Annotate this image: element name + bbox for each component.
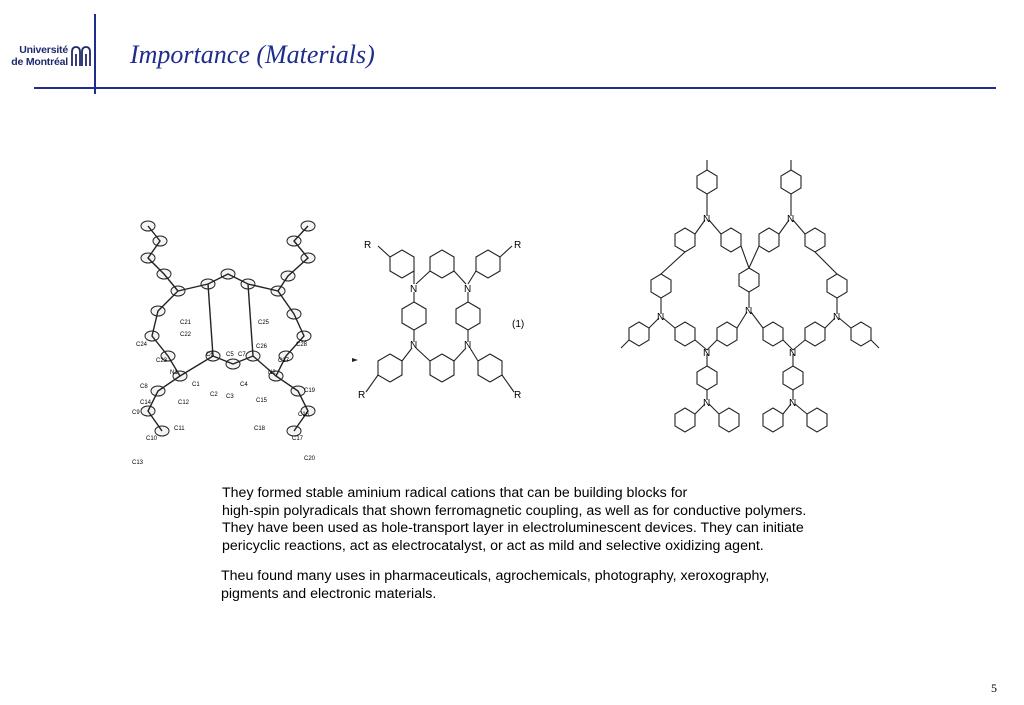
benzene-ring bbox=[783, 366, 803, 390]
text-line: Theu found many uses in pharmaceuticals, agrochemicals, photography, xeroxography, bbox=[221, 568, 770, 584]
bond bbox=[468, 271, 476, 284]
atom-label: C23 bbox=[156, 358, 168, 364]
atom-label: C18 bbox=[254, 426, 266, 432]
bond bbox=[663, 318, 675, 328]
benzene-ring bbox=[759, 228, 779, 252]
atom-label: N2 bbox=[268, 370, 276, 376]
atom-label: C3 bbox=[226, 394, 234, 400]
benzene-ring bbox=[675, 228, 695, 252]
bond bbox=[749, 246, 759, 268]
benzene-ring bbox=[763, 322, 783, 346]
benzene-ring bbox=[651, 274, 671, 298]
atom-label: C2 bbox=[210, 392, 218, 398]
nitrogen-label: N bbox=[703, 214, 711, 225]
benzene-ring bbox=[675, 322, 695, 346]
nitrogen-label: N bbox=[789, 348, 797, 359]
bond bbox=[795, 404, 807, 414]
text-line: pigments and electronic materials. bbox=[221, 585, 437, 602]
benzene-ring bbox=[697, 170, 717, 194]
text-line: high-spin polyradicals that shown ferromagnetic coupling, as well as for conductive polymers. bbox=[222, 502, 807, 519]
atom-label: C8 bbox=[140, 384, 148, 390]
arrow-marker bbox=[352, 358, 358, 362]
atom-label: C4 bbox=[240, 382, 248, 388]
benzene-ring bbox=[739, 268, 759, 292]
university-logo bbox=[8, 44, 92, 74]
atom-label: C28 bbox=[296, 342, 308, 348]
atom-label: C26 bbox=[256, 344, 268, 350]
text-line: They formed stable aminium radical cations that can be building blocks for bbox=[222, 485, 688, 501]
bond bbox=[709, 404, 719, 414]
bond bbox=[366, 375, 378, 392]
macrocycle-scheme-figure bbox=[350, 232, 540, 407]
atom-label: C14 bbox=[140, 400, 152, 406]
crystal-structure-figure bbox=[118, 196, 343, 471]
benzene-ring bbox=[675, 408, 695, 432]
text-line: pericyclic reactions, act as electrocatalyst, or act as mild and selective oxidizing agent. bbox=[222, 537, 764, 554]
atom-label: C13 bbox=[132, 460, 144, 466]
bond bbox=[621, 340, 629, 348]
atom-label: C7 bbox=[238, 352, 246, 358]
benzene-ring bbox=[629, 322, 649, 346]
atom-label: N1 bbox=[170, 370, 178, 376]
benzene-ring bbox=[430, 354, 454, 382]
atom-label: C19 bbox=[304, 388, 316, 394]
atom-label: C17 bbox=[292, 436, 304, 442]
atom-label: C22 bbox=[180, 332, 192, 338]
nitrogen-label: N bbox=[703, 348, 711, 359]
dendrimer-structure-figure bbox=[615, 158, 890, 433]
bond bbox=[741, 246, 749, 268]
atom-label: C25 bbox=[258, 320, 270, 326]
atom-label: C12 bbox=[178, 400, 190, 406]
nitrogen-label: N bbox=[833, 312, 841, 323]
text-line: They have been used as hole-transport layer in electroluminescent devices. They can initiate bbox=[222, 520, 804, 536]
atom-label: C15 bbox=[256, 398, 268, 404]
bond bbox=[709, 220, 721, 234]
nitrogen-label: N bbox=[657, 312, 665, 323]
bond bbox=[815, 252, 837, 274]
logo-text bbox=[8, 44, 68, 68]
bond bbox=[793, 220, 805, 234]
nitrogen-label: N bbox=[787, 214, 795, 225]
scheme-number: (1) bbox=[512, 319, 525, 330]
benzene-ring bbox=[805, 228, 825, 252]
benzene-ring bbox=[807, 408, 827, 432]
atom-label: C5 bbox=[226, 352, 234, 358]
bond bbox=[208, 284, 213, 356]
atom-label: C1 bbox=[192, 382, 200, 388]
bond bbox=[871, 340, 879, 348]
atom-label: C21 bbox=[180, 320, 192, 326]
atom-label: C11 bbox=[174, 426, 185, 432]
bond bbox=[416, 348, 430, 361]
nitrogen-label: N bbox=[789, 398, 797, 409]
atom-label: C10 bbox=[146, 436, 158, 442]
bond bbox=[378, 246, 390, 257]
bond bbox=[502, 375, 514, 392]
atom-label: C24 bbox=[136, 342, 148, 348]
paragraph-properties bbox=[222, 485, 806, 555]
benzene-ring bbox=[827, 274, 847, 298]
benzene-ring bbox=[719, 408, 739, 432]
benzene-ring bbox=[402, 302, 426, 330]
header-vertical-rule bbox=[94, 14, 96, 94]
logo-emblem-icon bbox=[70, 44, 92, 68]
atom-label: C9 bbox=[132, 410, 140, 416]
benzene-ring bbox=[478, 354, 502, 382]
logo-line-1: Université bbox=[19, 44, 68, 56]
nitrogen-label: N bbox=[464, 284, 472, 295]
bond bbox=[416, 271, 430, 284]
nitrogen-label: N bbox=[410, 340, 418, 351]
logo-line-2: de Montréal bbox=[11, 56, 68, 68]
benzene-ring bbox=[697, 366, 717, 390]
slide-title: Importance (Materials) bbox=[130, 40, 375, 69]
substituent-label: R bbox=[514, 240, 522, 251]
atom-label: C16 bbox=[298, 412, 310, 418]
substituent-label: R bbox=[514, 390, 522, 401]
nitrogen-label: N bbox=[464, 340, 472, 351]
atom-label: C27 bbox=[278, 358, 290, 364]
benzene-ring bbox=[456, 302, 480, 330]
benzene-ring bbox=[763, 408, 783, 432]
benzene-ring bbox=[476, 250, 500, 278]
bond bbox=[500, 246, 512, 257]
benzene-ring bbox=[717, 322, 737, 346]
benzene-ring bbox=[781, 170, 801, 194]
bond bbox=[661, 252, 685, 274]
benzene-ring bbox=[378, 354, 402, 382]
nitrogen-label: N bbox=[410, 284, 418, 295]
nitrogen-label: N bbox=[703, 398, 711, 409]
paragraph-uses bbox=[221, 568, 769, 603]
benzene-ring bbox=[805, 322, 825, 346]
page-number: 5 bbox=[991, 681, 997, 695]
benzene-ring bbox=[430, 250, 454, 278]
substituent-label: R bbox=[358, 390, 366, 401]
atom-label: C6 bbox=[206, 352, 214, 358]
benzene-ring bbox=[390, 250, 414, 278]
atom-label: C20 bbox=[304, 456, 316, 462]
header-horizontal-rule bbox=[34, 87, 996, 89]
substituent-label: R bbox=[364, 240, 372, 251]
nitrogen-label: N bbox=[745, 306, 753, 317]
benzene-ring bbox=[851, 322, 871, 346]
bond bbox=[751, 312, 763, 328]
bond bbox=[454, 271, 466, 284]
bond bbox=[839, 318, 851, 328]
benzene-ring bbox=[721, 228, 741, 252]
bond bbox=[248, 284, 253, 356]
